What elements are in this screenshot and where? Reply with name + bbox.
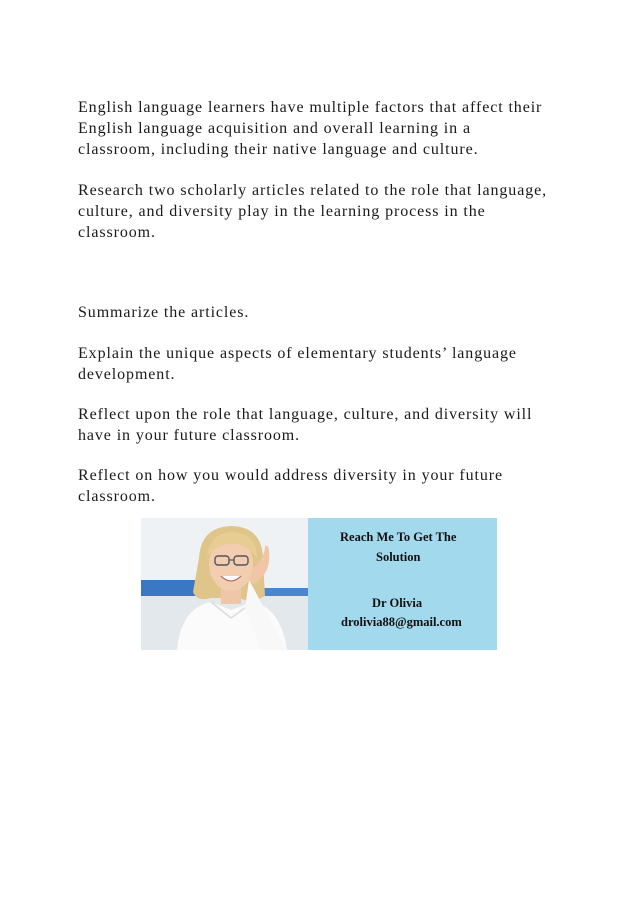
contact-info-panel [308, 518, 497, 650]
paragraph-reflect-role: Reflect upon the role that language, culture, and diversity will have in your future classroom. [78, 406, 533, 444]
author-name: Dr Olivia [372, 596, 423, 610]
portrait-illustration [141, 518, 308, 650]
paragraph-research: Research two scholarly articles related to the role that language, culture, and diversity play in the learning process in the classroom. [78, 182, 548, 241]
cta-line-1: Reach Me To Get The [340, 530, 457, 544]
paragraph-intro: English language learners have multiple factors that affect their English language acquisition and overall learning in a classroom, including their native language and culture. [78, 99, 543, 158]
paragraph-reflect-diversity: Reflect on how you would address diversity in your future classroom. [78, 467, 504, 505]
contact-banner [141, 518, 497, 650]
paragraph-summarize: Summarize the articles. [78, 304, 250, 321]
cta-line-2: Solution [376, 550, 421, 564]
woman-portrait-photo [141, 518, 308, 650]
paragraph-explain: Explain the unique aspects of elementary students’ language development. [78, 345, 517, 383]
author-email[interactable]: drolivia88@gmail.com [341, 615, 462, 629]
